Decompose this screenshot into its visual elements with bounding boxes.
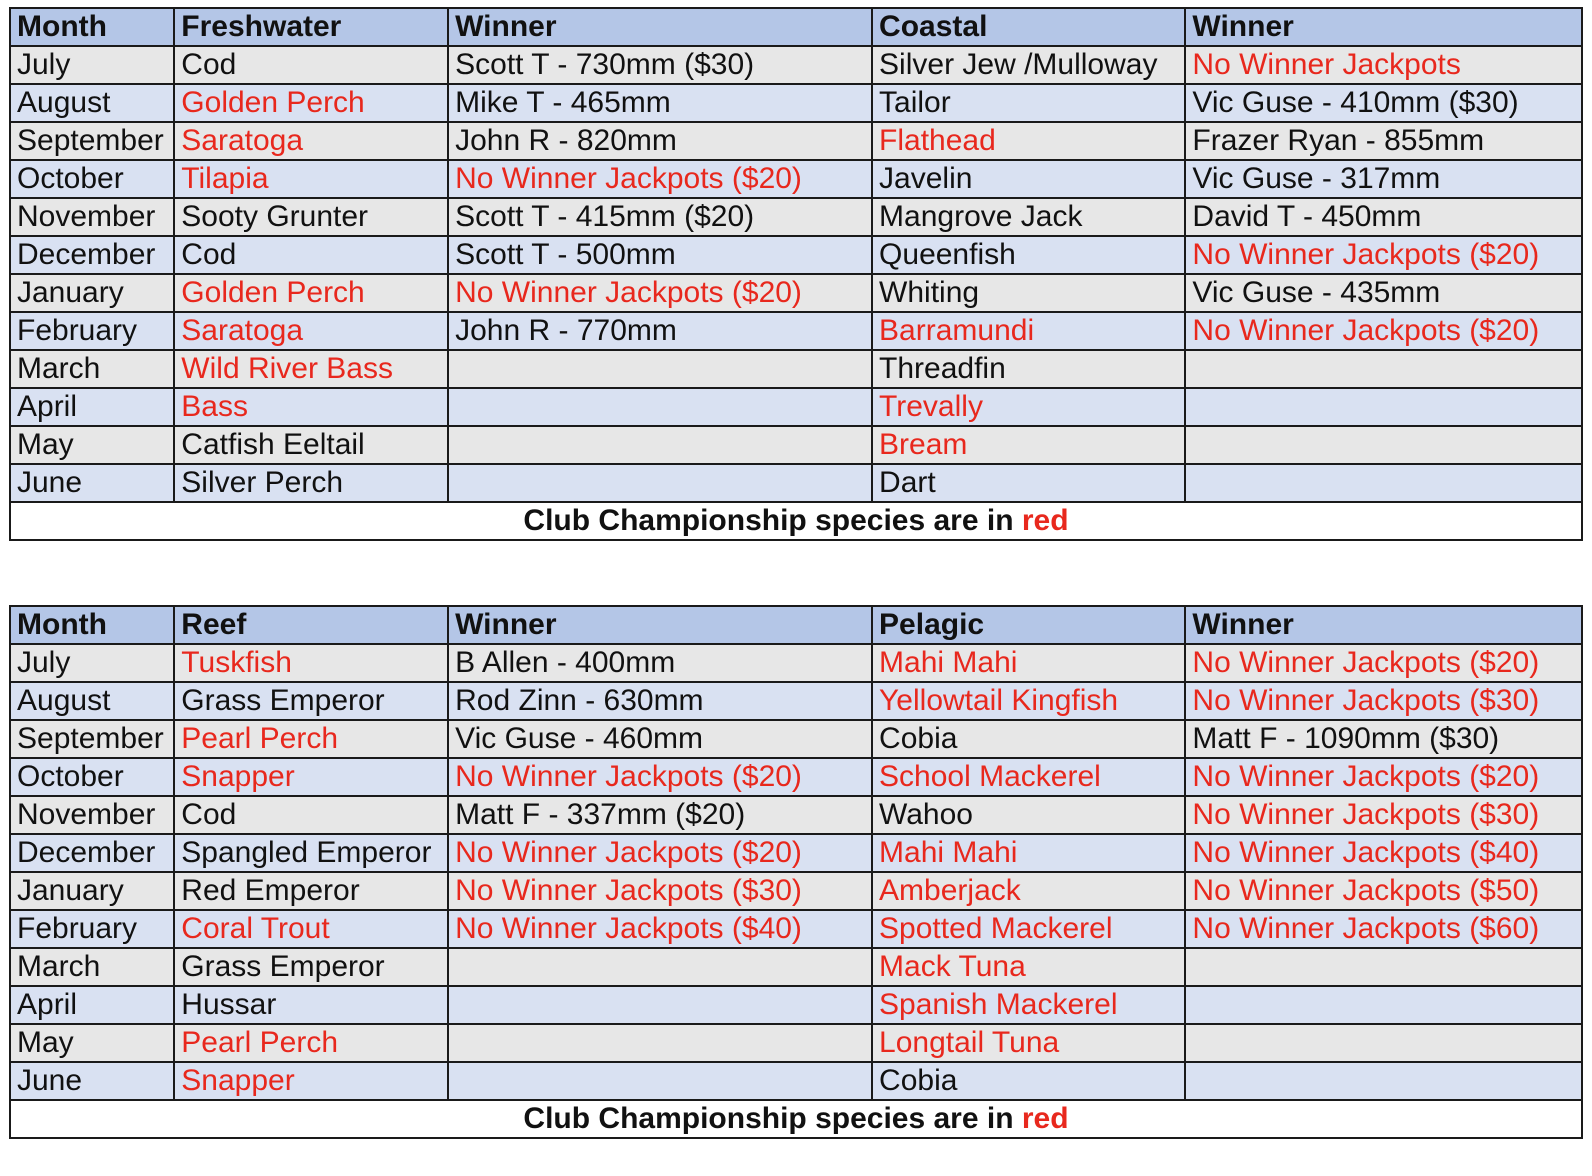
winner-cell: [1185, 464, 1582, 502]
species-cell: Coral Trout: [174, 910, 448, 948]
species-cell: Amberjack: [872, 872, 1185, 910]
species-cell: Catfish Eeltail: [174, 426, 448, 464]
species-cell: Tuskfish: [174, 644, 448, 682]
winner-cell: No Winner Jackpots ($60): [1185, 910, 1582, 948]
winner-cell: [448, 1062, 872, 1100]
month-cell: August: [10, 84, 174, 122]
table-row: [10, 84, 1582, 122]
species-cell: Silver Perch: [174, 464, 448, 502]
table-row: [10, 236, 1582, 274]
winner-cell: Vic Guse - 435mm: [1185, 274, 1582, 312]
species-cell: Bream: [872, 426, 1185, 464]
table-row: [10, 910, 1582, 948]
table-row: [10, 388, 1582, 426]
winner-cell: No Winner Jackpots ($20): [1185, 312, 1582, 350]
species-cell: Pearl Perch: [174, 720, 448, 758]
note-red-word: red: [1021, 1102, 1069, 1135]
winner-cell: Vic Guse - 460mm: [448, 720, 872, 758]
species-cell: Javelin: [872, 160, 1185, 198]
table-row: [10, 872, 1582, 910]
month-cell: February: [10, 910, 174, 948]
winner-cell: No Winner Jackpots ($40): [448, 910, 872, 948]
species-cell: Sooty Grunter: [174, 198, 448, 236]
header-freshwater: Freshwater: [174, 8, 448, 46]
month-cell: December: [10, 834, 174, 872]
species-cell: Spanish Mackerel: [872, 986, 1185, 1024]
winner-cell: [1185, 1062, 1582, 1100]
table-row: [10, 644, 1582, 682]
winner-cell: No Winner Jackpots ($20): [1185, 758, 1582, 796]
month-cell: June: [10, 464, 174, 502]
species-cell: Pearl Perch: [174, 1024, 448, 1062]
winner-cell: [448, 986, 872, 1024]
table-row: [10, 350, 1582, 388]
winner-cell: No Winner Jackpots ($20): [448, 758, 872, 796]
winner-cell: No Winner Jackpots ($30): [1185, 682, 1582, 720]
month-cell: May: [10, 1024, 174, 1062]
species-cell: Trevally: [872, 388, 1185, 426]
species-cell: Spotted Mackerel: [872, 910, 1185, 948]
month-cell: April: [10, 388, 174, 426]
winner-cell: Scott T - 415mm ($20): [448, 198, 872, 236]
header-reef: Reef: [174, 606, 448, 644]
species-cell: Tilapia: [174, 160, 448, 198]
species-cell: Hussar: [174, 986, 448, 1024]
month-cell: April: [10, 986, 174, 1024]
species-cell: Saratoga: [174, 122, 448, 160]
species-cell: Bass: [174, 388, 448, 426]
month-cell: December: [10, 236, 174, 274]
winner-cell: [1185, 1024, 1582, 1062]
table-row: [10, 464, 1582, 502]
winner-cell: Matt F - 337mm ($20): [448, 796, 872, 834]
species-cell: Tailor: [872, 84, 1185, 122]
table-row: [10, 948, 1582, 986]
table-row: [10, 986, 1582, 1024]
winner-cell: [448, 388, 872, 426]
species-cell: Wahoo: [872, 796, 1185, 834]
species-cell: School Mackerel: [872, 758, 1185, 796]
winner-cell: B Allen - 400mm: [448, 644, 872, 682]
winner-cell: Mike T - 465mm: [448, 84, 872, 122]
winner-cell: No Winner Jackpots ($40): [1185, 834, 1582, 872]
month-cell: July: [10, 46, 174, 84]
winner-cell: [448, 350, 872, 388]
species-cell: Cobia: [872, 720, 1185, 758]
species-cell: Whiting: [872, 274, 1185, 312]
species-cell: Threadfin: [872, 350, 1185, 388]
freshwater-coastal-table: [9, 7, 1583, 541]
note-text: Club Championship species are in: [523, 1102, 1022, 1135]
note-red-word: red: [1021, 504, 1069, 537]
winner-cell: [448, 426, 872, 464]
species-cell: Flathead: [872, 122, 1185, 160]
header-winner: Winner: [1185, 606, 1582, 644]
month-cell: February: [10, 312, 174, 350]
table-row: [10, 796, 1582, 834]
month-cell: January: [10, 872, 174, 910]
winner-cell: No Winner Jackpots ($20): [1185, 644, 1582, 682]
species-cell: Cobia: [872, 1062, 1185, 1100]
winner-cell: Rod Zinn - 630mm: [448, 682, 872, 720]
table-row: [10, 1024, 1582, 1062]
species-cell: Queenfish: [872, 236, 1185, 274]
species-cell: Golden Perch: [174, 274, 448, 312]
species-cell: Grass Emperor: [174, 948, 448, 986]
species-cell: Silver Jew /Mulloway: [872, 46, 1185, 84]
header-winner: Winner: [448, 606, 872, 644]
species-cell: Mahi Mahi: [872, 834, 1185, 872]
reef-pelagic-table: [9, 605, 1583, 1139]
species-cell: Snapper: [174, 1062, 448, 1100]
month-cell: October: [10, 160, 174, 198]
species-cell: Saratoga: [174, 312, 448, 350]
header-pelagic: Pelagic: [872, 606, 1185, 644]
species-cell: Cod: [174, 796, 448, 834]
winner-cell: No Winner Jackpots ($20): [1185, 236, 1582, 274]
winner-cell: No Winner Jackpots ($20): [448, 160, 872, 198]
winner-cell: No Winner Jackpots ($20): [448, 834, 872, 872]
species-cell: Golden Perch: [174, 84, 448, 122]
table-row: [10, 274, 1582, 312]
winner-cell: [1185, 388, 1582, 426]
winner-cell: No Winner Jackpots ($50): [1185, 872, 1582, 910]
winner-cell: [1185, 986, 1582, 1024]
header-row: [10, 606, 1582, 644]
winner-cell: No Winner Jackpots: [1185, 46, 1582, 84]
species-cell: Dart: [872, 464, 1185, 502]
month-cell: March: [10, 350, 174, 388]
table-row: [10, 758, 1582, 796]
table-row: [10, 1062, 1582, 1100]
species-cell: Spangled Emperor: [174, 834, 448, 872]
table-row: [10, 46, 1582, 84]
species-cell: Snapper: [174, 758, 448, 796]
month-cell: January: [10, 274, 174, 312]
header-coastal: Coastal: [872, 8, 1185, 46]
winner-cell: No Winner Jackpots ($20): [448, 274, 872, 312]
month-cell: May: [10, 426, 174, 464]
table-row: [10, 426, 1582, 464]
footnote-row: [10, 502, 1582, 540]
winner-cell: David T - 450mm: [1185, 198, 1582, 236]
championship-note: [10, 1100, 1582, 1138]
winner-cell: [1185, 948, 1582, 986]
table-row: [10, 682, 1582, 720]
header-month: Month: [10, 8, 174, 46]
month-cell: September: [10, 122, 174, 160]
species-cell: Mack Tuna: [872, 948, 1185, 986]
winner-cell: No Winner Jackpots ($30): [448, 872, 872, 910]
header-winner: Winner: [448, 8, 872, 46]
footnote-row: [10, 1100, 1582, 1138]
table-row: [10, 198, 1582, 236]
table-row: [10, 834, 1582, 872]
species-cell: Barramundi: [872, 312, 1185, 350]
species-cell: Longtail Tuna: [872, 1024, 1185, 1062]
header-winner: Winner: [1185, 8, 1582, 46]
table-row: [10, 160, 1582, 198]
species-cell: Wild River Bass: [174, 350, 448, 388]
month-cell: July: [10, 644, 174, 682]
month-cell: September: [10, 720, 174, 758]
species-cell: Grass Emperor: [174, 682, 448, 720]
species-cell: Yellowtail Kingfish: [872, 682, 1185, 720]
winner-cell: Matt F - 1090mm ($30): [1185, 720, 1582, 758]
winner-cell: [1185, 350, 1582, 388]
header-month: Month: [10, 606, 174, 644]
winner-cell: Vic Guse - 317mm: [1185, 160, 1582, 198]
species-cell: Cod: [174, 46, 448, 84]
winner-cell: Vic Guse - 410mm ($30): [1185, 84, 1582, 122]
month-cell: November: [10, 198, 174, 236]
table-body: [10, 644, 1582, 1100]
month-cell: August: [10, 682, 174, 720]
month-cell: March: [10, 948, 174, 986]
table-row: [10, 720, 1582, 758]
winner-cell: [448, 948, 872, 986]
header-row: [10, 8, 1582, 46]
winner-cell: John R - 820mm: [448, 122, 872, 160]
table-row: [10, 122, 1582, 160]
winner-cell: [448, 464, 872, 502]
species-cell: Mangrove Jack: [872, 198, 1185, 236]
month-cell: November: [10, 796, 174, 834]
winner-cell: No Winner Jackpots ($30): [1185, 796, 1582, 834]
note-text: Club Championship species are in: [523, 504, 1022, 537]
winner-cell: Scott T - 500mm: [448, 236, 872, 274]
championship-note: [10, 502, 1582, 540]
species-cell: Red Emperor: [174, 872, 448, 910]
winner-cell: [448, 1024, 872, 1062]
species-cell: Mahi Mahi: [872, 644, 1185, 682]
month-cell: October: [10, 758, 174, 796]
winner-cell: John R - 770mm: [448, 312, 872, 350]
species-cell: Cod: [174, 236, 448, 274]
winner-cell: Frazer Ryan - 855mm: [1185, 122, 1582, 160]
table-body: [10, 46, 1582, 502]
month-cell: June: [10, 1062, 174, 1100]
winner-cell: [1185, 426, 1582, 464]
table-row: [10, 312, 1582, 350]
winner-cell: Scott T - 730mm ($30): [448, 46, 872, 84]
